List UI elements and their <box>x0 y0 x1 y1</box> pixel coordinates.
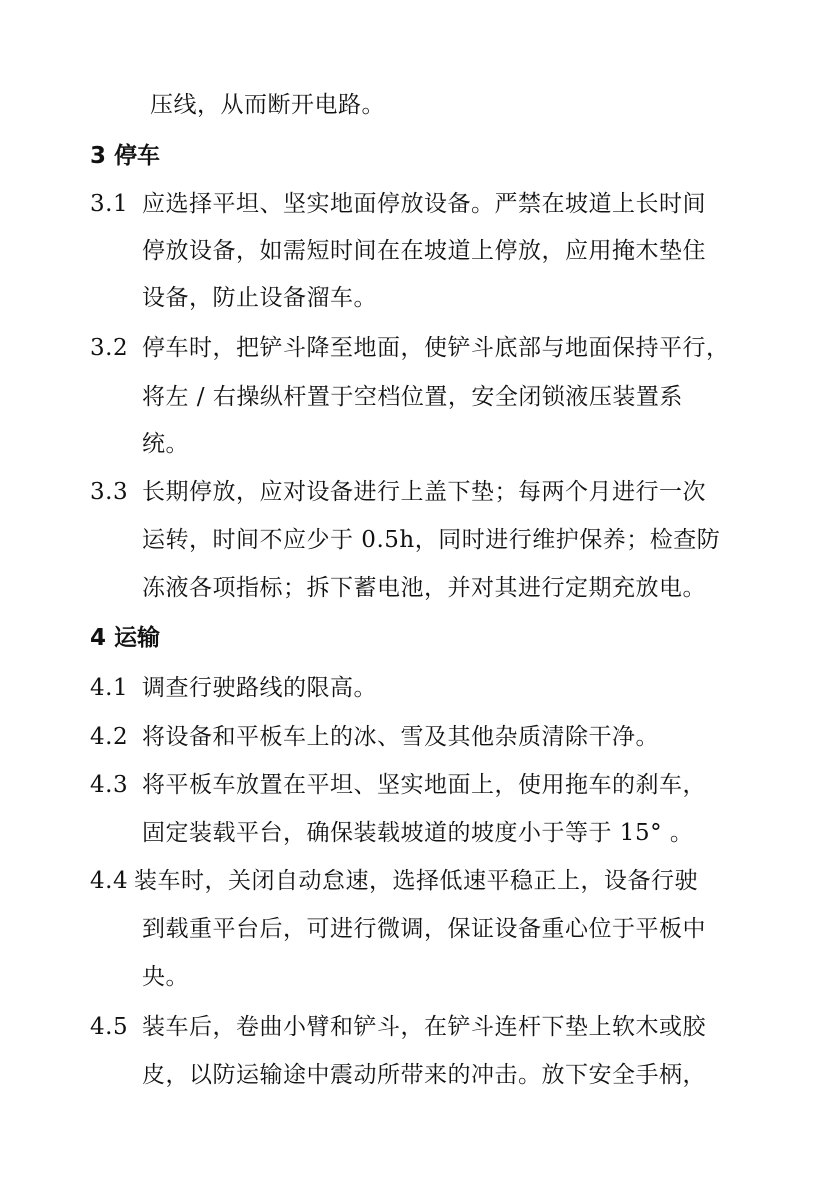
item-3-3-line-3: 冻液各项指标；拆下蓄电池，并对其进行定期充放电。 <box>142 575 706 601</box>
item-text: 调查行驶路线的限高。 <box>142 675 377 701</box>
item-3-2-line-3: 统。 <box>142 431 189 457</box>
section-heading-transport: 4 运输 <box>90 625 161 651</box>
item-text: 停车时，把铲斗降至地面，使铲斗底部与地面保持平行， <box>142 335 730 361</box>
item-3-2-line-2: 将左 / 右操纵杆置于空档位置，安全闭锁液压装置系 <box>142 384 683 410</box>
item-4-2-line-1 <box>90 722 659 752</box>
item-4-3-line-1 <box>90 770 706 800</box>
continuation-line: 压线，从而断开电路。 <box>150 92 385 118</box>
item-4-5-line-2: 皮，以防运输途中震动所带来的冲击。放下安全手柄， <box>142 1062 706 1088</box>
item-3-3-line-1 <box>90 477 706 507</box>
item-3-1-line-2: 停放设备，如需短时间在在坡道上停放，应用掩木垫住 <box>142 238 706 264</box>
item-4-5-line-1 <box>90 1012 706 1042</box>
item-number: 3.2 <box>90 335 129 361</box>
item-4-4-line-3: 央。 <box>142 964 189 990</box>
section-heading-parking: 3 停车 <box>90 143 161 169</box>
item-3-2-line-1 <box>90 333 730 363</box>
item-text: 长期停放，应对设备进行上盖下垫；每两个月进行一次 <box>142 479 706 505</box>
item-text: 将平板车放置在平坦、坚实地面上，使用拖车的刹车， <box>142 772 706 798</box>
item-number: 4.3 <box>90 772 129 798</box>
item-number: 3.3 <box>90 479 129 505</box>
item-text: 应选择平坦、坚实地面停放设备。严禁在坡道上长时间 <box>142 191 706 217</box>
item-3-1-line-3: 设备，防止设备溜车。 <box>142 285 377 311</box>
item-number: 4.2 <box>90 724 129 750</box>
item-4-4-line-2: 到载重平台后，可进行微调，保证设备重心位于平板中 <box>142 916 706 942</box>
item-4-4-line-1 <box>90 866 698 896</box>
item-number: 4.1 <box>90 675 129 701</box>
item-text: 装车时，关闭自动怠速，选择低速平稳正上，设备行驶 <box>134 868 698 894</box>
item-4-1-line-1 <box>90 673 377 703</box>
item-3-1-line-1 <box>90 189 706 219</box>
item-number: 4.4 <box>90 868 129 894</box>
item-3-3-line-2: 运转，时间不应少于 0.5h，同时进行维护保养；检查防 <box>142 527 721 553</box>
item-number: 3.1 <box>90 191 129 217</box>
item-number: 4.5 <box>90 1014 129 1040</box>
item-4-3-line-2: 固定装载平台，确保装载坡道的坡度小于等于 15° 。 <box>142 820 694 846</box>
item-text: 将设备和平板车上的冰、雪及其他杂质清除干净。 <box>142 724 659 750</box>
item-text: 装车后，卷曲小臂和铲斗，在铲斗连杆下垫上软木或胶 <box>142 1014 706 1040</box>
